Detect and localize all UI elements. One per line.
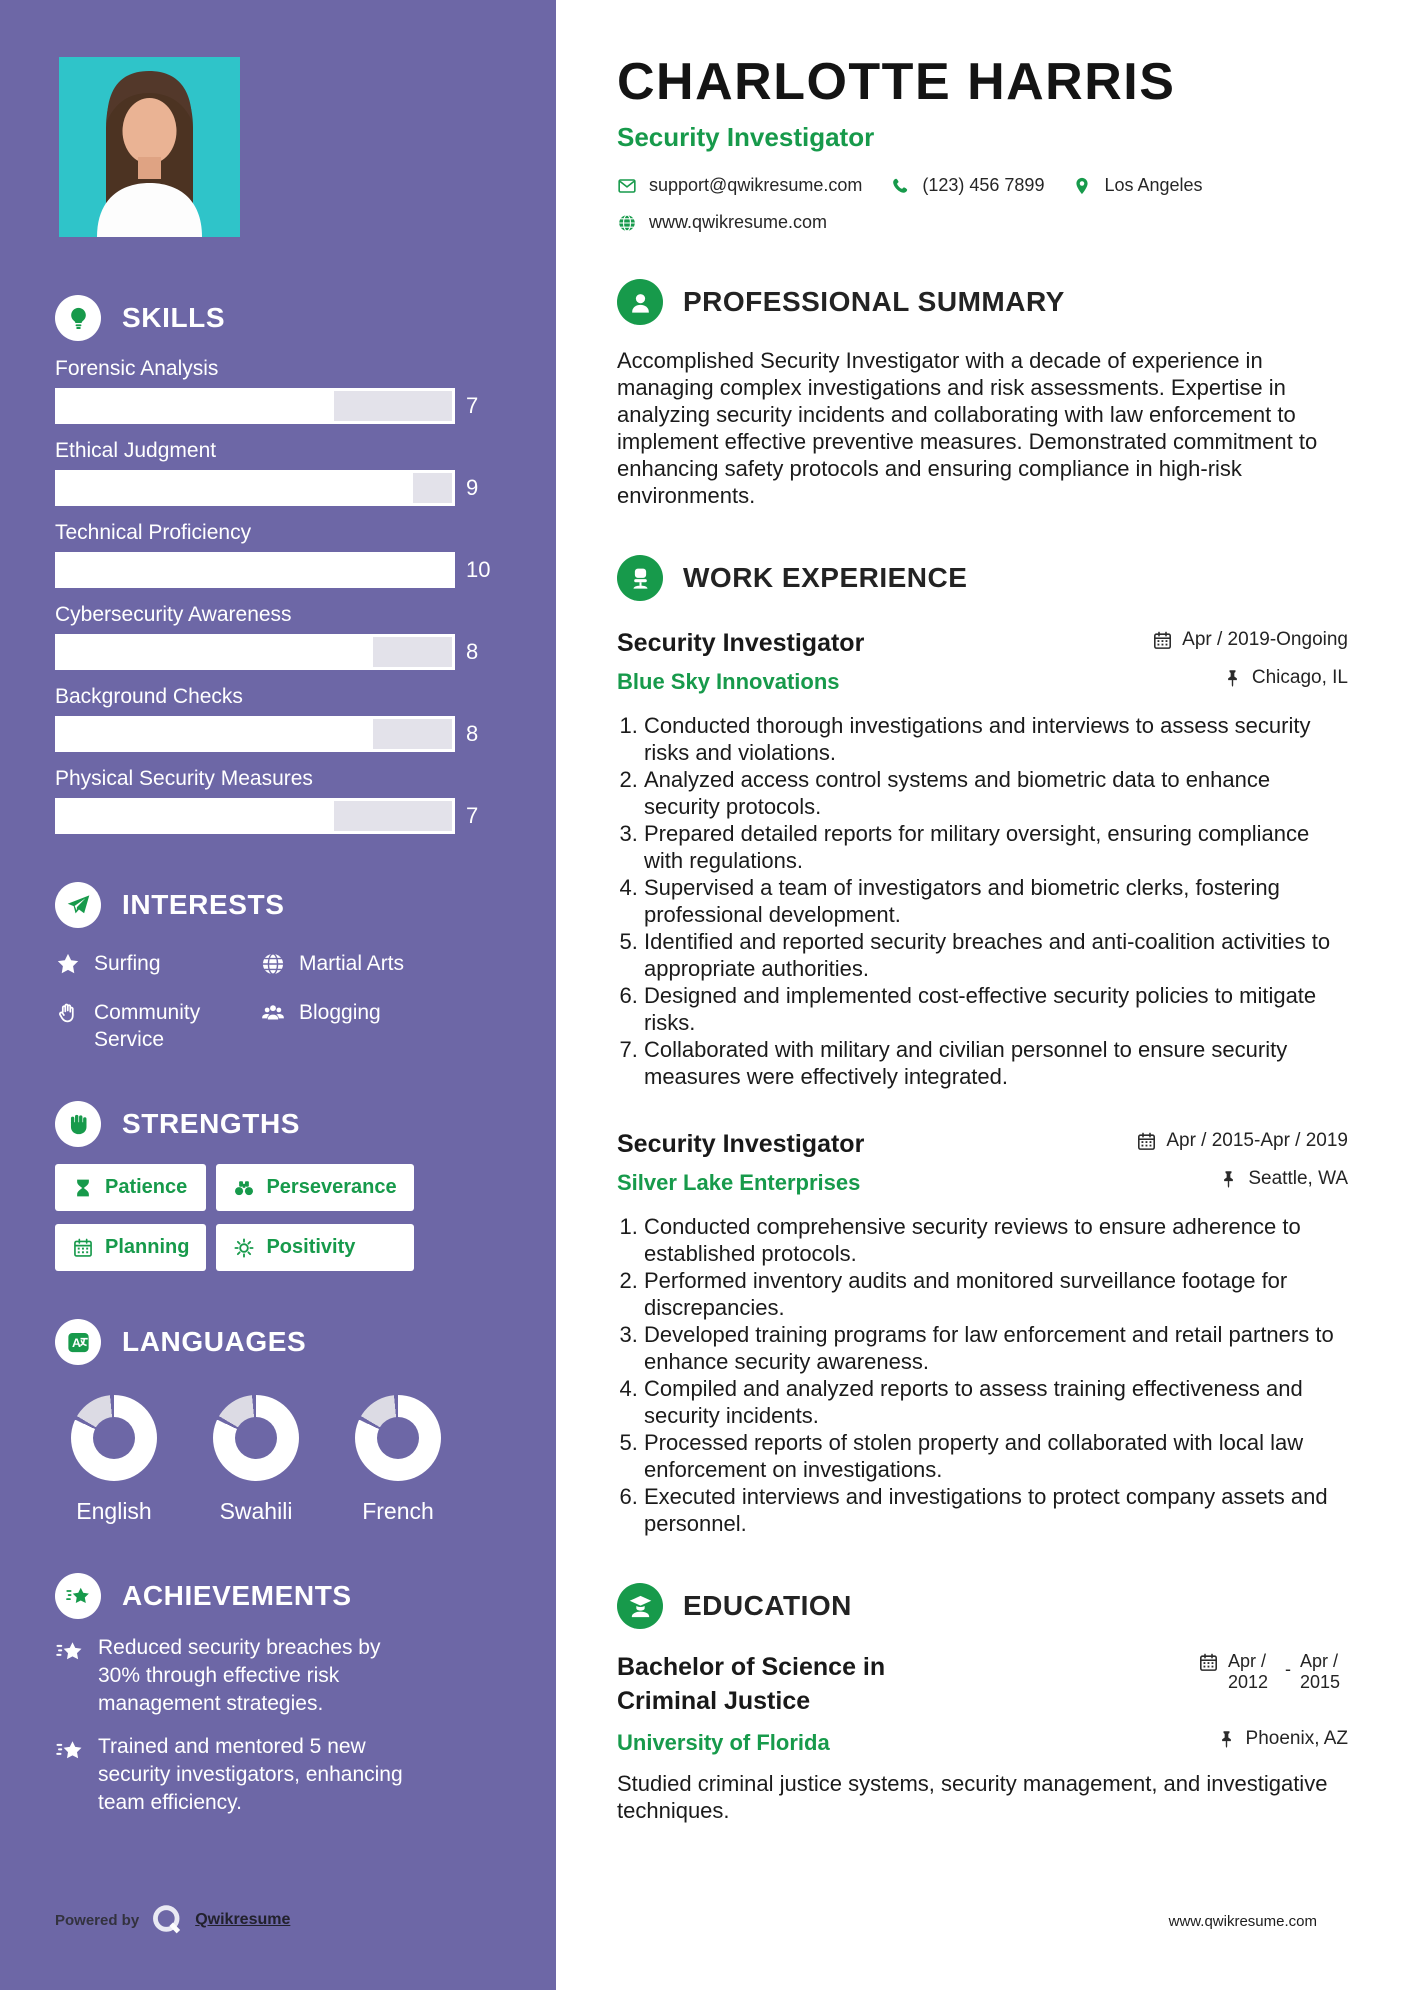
achievement-text: Reduced security breaches by 30% through effective risk management strategies. <box>98 1636 381 1715</box>
job-title: Security Investigator <box>617 1130 865 1158</box>
strength-label: Planning <box>105 1236 190 1258</box>
email-group <box>617 175 862 196</box>
education-location-text: Phoenix, AZ <box>1245 1727 1348 1749</box>
job-bullet-list <box>617 1213 1348 1537</box>
education-end-date: Apr / 2015 <box>1300 1651 1341 1692</box>
location-text: Los Angeles <box>1104 175 1203 195</box>
summary-header <box>617 279 1348 325</box>
strength-label: Patience <box>105 1176 188 1198</box>
skill-name: Cybersecurity Awareness <box>55 603 292 626</box>
skill-item <box>55 603 496 670</box>
location-group <box>1072 175 1202 196</box>
phone-text: (123) 456 7899 <box>922 175 1045 195</box>
interest-item <box>260 950 496 977</box>
job-bullet: 2. Analyzed access control systems and biometric data to enhance security protocols. <box>644 766 1348 820</box>
svg-text:A: A <box>71 1335 81 1350</box>
interest-item <box>55 950 260 977</box>
language-item <box>55 1395 173 1525</box>
skills-header <box>55 295 496 341</box>
paper-plane-icon <box>55 882 101 928</box>
calendar-icon <box>1136 1131 1157 1152</box>
strength-label: Positivity <box>266 1236 356 1258</box>
job-location <box>1218 1168 1348 1190</box>
star-icon <box>55 951 81 977</box>
strengths-section <box>55 1101 496 1271</box>
job-bullet: 3. Developed training programs for law enforcement and retail partners to enhance security awareness. <box>644 1321 1348 1375</box>
calendar-icon <box>1198 1652 1219 1673</box>
job-bullet: 1. Conducted comprehensive security reviews to ensure adherence to established protocols. <box>644 1213 1348 1267</box>
job-bullet: 1. Conducted thorough investigations and interviews to assess security risks and violations. <box>644 712 1348 766</box>
phone-group <box>890 175 1044 196</box>
person-icon <box>617 279 663 325</box>
achievement-item <box>55 1733 407 1817</box>
language-donut-chart <box>213 1395 299 1481</box>
website-group <box>617 212 827 233</box>
languages-title: LANGUAGES <box>122 1326 307 1357</box>
achievements-title: ACHIEVEMENTS <box>122 1580 352 1611</box>
skill-bar <box>55 388 455 424</box>
globe-icon <box>617 213 637 233</box>
school-name: University of Florida <box>617 1729 830 1755</box>
language-name: English <box>76 1498 152 1524</box>
experience-title: WORK EXPERIENCE <box>683 562 968 593</box>
degree-name: Bachelor of Science in Criminal Justice <box>617 1653 886 1715</box>
language-name: French <box>362 1498 434 1524</box>
achievement-text: Trained and mentored 5 new security investigators, enhancing team efficiency. <box>98 1735 403 1814</box>
interest-label: Surfing <box>94 952 161 975</box>
languages-section <box>55 1319 496 1525</box>
interests-list <box>55 950 496 1053</box>
skill-value: 7 <box>466 803 479 828</box>
interests-header <box>55 882 496 928</box>
strengths-title: STRENGTHS <box>122 1108 301 1139</box>
interest-item <box>260 999 496 1053</box>
education-location <box>1216 1728 1348 1750</box>
education-header <box>617 1583 1348 1629</box>
pushpin-icon <box>1218 1169 1239 1190</box>
job-bullet: 5. Processed reports of stolen property and collaborated with local law enforcement on investigations. <box>644 1429 1348 1483</box>
languages-list <box>55 1395 496 1525</box>
envelope-icon <box>617 176 637 196</box>
job-dates-text: Apr / 2015-Apr / 2019 <box>1166 1130 1348 1151</box>
skill-bar <box>55 716 455 752</box>
binoculars-icon <box>233 1177 255 1199</box>
jobs-list <box>617 629 1348 1537</box>
profile-photo <box>59 57 240 237</box>
date-dash: - <box>1285 1659 1291 1679</box>
job-location <box>1222 667 1348 689</box>
skill-item <box>55 685 496 752</box>
job-location-text: Seattle, WA <box>1248 1168 1348 1189</box>
experience-header <box>617 555 1348 601</box>
education-title: EDUCATION <box>683 1590 852 1621</box>
job-bullet: 6. Executed interviews and investigations to protect company assets and personnel. <box>644 1483 1348 1537</box>
skill-item <box>55 521 496 588</box>
hand-icon <box>55 1000 81 1026</box>
interest-label: Community Service <box>94 1001 201 1051</box>
achievement-item <box>55 1634 407 1718</box>
strength-chip <box>216 1224 413 1271</box>
language-item <box>339 1395 457 1525</box>
powered-by-label: Powered by <box>55 1911 140 1929</box>
interest-item <box>55 999 260 1053</box>
job-bullet: 7. Collaborated with military and civilian personnel to ensure security measures were effectively integrated. <box>644 1036 1348 1090</box>
contact-row-1 <box>617 175 1348 196</box>
strength-chip <box>55 1164 206 1211</box>
summary-text: Accomplished Security Investigator with a decade of experience in managing complex investigations and risk assessments. Expertise in analyzing security incidents and collaborating with law enforcement to implement effective preventive measures. Demonstrated commitment to enhancing safety protocols and ensuring compliance in high-risk environments. <box>617 348 1318 508</box>
skill-value: 9 <box>466 475 479 500</box>
job-bullet-list <box>617 712 1348 1090</box>
interest-label: Martial Arts <box>299 952 405 975</box>
pushpin-icon <box>1222 668 1243 689</box>
skill-value: 10 <box>466 557 491 582</box>
skill-item <box>55 439 496 506</box>
skill-name: Background Checks <box>55 685 243 708</box>
qwikresume-logo-icon <box>149 1902 185 1938</box>
job-dates <box>1152 629 1348 651</box>
company-name: Silver Lake Enterprises <box>617 1170 861 1195</box>
company-name: Blue Sky Innovations <box>617 669 840 694</box>
job-bullet: 3. Prepared detailed reports for military oversight, ensuring compliance with regulations. <box>644 820 1348 874</box>
interests-section <box>55 882 496 1053</box>
office-chair-icon <box>617 555 663 601</box>
skill-bar <box>55 470 455 506</box>
languages-header <box>55 1319 496 1365</box>
education-dates <box>1198 1651 1348 1719</box>
qwikresume-link[interactable]: Qwikresume <box>195 1911 291 1928</box>
job-entry <box>617 1130 1348 1537</box>
phone-icon <box>890 176 910 196</box>
strengths-header <box>55 1101 496 1147</box>
job-bullet: 6. Designed and implemented cost-effective security policies to mitigate risks. <box>644 982 1348 1036</box>
education-school-row <box>617 1728 1348 1756</box>
sidebar-footer <box>55 1902 290 1938</box>
map-pin-icon <box>1072 176 1092 196</box>
skill-bar <box>55 552 455 588</box>
avatar-illustration <box>59 57 240 237</box>
skill-value: 8 <box>466 721 479 746</box>
achievements-list <box>55 1634 496 1817</box>
achievements-section <box>55 1573 496 1817</box>
sidebar <box>0 0 556 1990</box>
language-donut-chart <box>355 1395 441 1481</box>
skill-bar <box>55 798 455 834</box>
main-content <box>556 0 1407 1990</box>
achievements-header <box>55 1573 496 1619</box>
skill-item <box>55 357 496 424</box>
star-lines-icon <box>55 1573 101 1619</box>
interests-title: INTERESTS <box>122 889 285 920</box>
language-name: Swahili <box>219 1498 293 1524</box>
contact-row-2 <box>617 212 1348 233</box>
footer-website-link[interactable]: www.qwikresume.com <box>1168 1913 1317 1930</box>
person-role: Security Investigator <box>617 122 875 152</box>
lightbulb-icon <box>55 295 101 341</box>
sun-icon <box>233 1237 255 1259</box>
skills-title: SKILLS <box>122 302 226 333</box>
job-bullet: 4. Supervised a team of investigators and biometric clerks, fostering professional development. <box>644 874 1348 928</box>
job-bullet: 4. Compiled and analyzed reports to assess training effectiveness and security incidents. <box>644 1375 1348 1429</box>
star-lines-icon <box>55 1637 85 1667</box>
hourglass-icon <box>72 1177 94 1199</box>
graduate-icon <box>617 1583 663 1629</box>
email-text[interactable]: support@qwikresume.com <box>649 175 863 195</box>
strength-label: Perseverance <box>266 1176 397 1198</box>
fist-icon <box>55 1101 101 1147</box>
skill-item <box>55 767 496 834</box>
strength-chip <box>216 1164 413 1211</box>
skill-name: Technical Proficiency <box>55 521 252 544</box>
users-icon <box>260 1000 286 1026</box>
language-donut-chart <box>71 1395 157 1481</box>
globe-icon <box>260 951 286 977</box>
education-degree-row <box>617 1651 1348 1719</box>
job-location-text: Chicago, IL <box>1251 667 1348 688</box>
translate-icon <box>55 1319 101 1365</box>
summary-title: PROFESSIONAL SUMMARY <box>683 286 1065 317</box>
skill-name: Forensic Analysis <box>55 357 219 380</box>
skills-section <box>55 295 496 834</box>
language-item <box>197 1395 315 1525</box>
job-bullet: 2. Performed inventory audits and monitored surveillance footage for discrepancies. <box>644 1267 1348 1321</box>
pushpin-icon <box>1216 1729 1237 1750</box>
job-dates-text: Apr / 2019-Ongoing <box>1182 629 1348 650</box>
strength-chip <box>55 1224 206 1271</box>
calendar-icon <box>72 1237 94 1259</box>
job-entry <box>617 629 1348 1090</box>
star-lines-icon <box>55 1736 85 1766</box>
interest-label: Blogging <box>299 1001 381 1024</box>
skill-value: 7 <box>466 393 479 418</box>
job-bullet: 5. Identified and reported security breaches and anti-coalition activities to appropriate authorities. <box>644 928 1348 982</box>
calendar-icon <box>1152 630 1173 651</box>
skill-value: 8 <box>466 639 479 664</box>
website-text[interactable]: www.qwikresume.com <box>649 212 828 232</box>
skill-name: Physical Security Measures <box>55 767 313 790</box>
job-dates <box>1136 1130 1348 1152</box>
education-description: Studied criminal justice systems, security management, and investigative techniques. <box>617 1770 1328 1823</box>
skill-bar <box>55 634 455 670</box>
skills-list <box>55 357 496 834</box>
person-name: CHARLOTTE HARRIS <box>617 53 1176 111</box>
education-start-date: Apr / 2012 <box>1228 1651 1269 1692</box>
strengths-list <box>55 1164 496 1271</box>
skill-name: Ethical Judgment <box>55 439 217 462</box>
job-title: Security Investigator <box>617 629 865 657</box>
